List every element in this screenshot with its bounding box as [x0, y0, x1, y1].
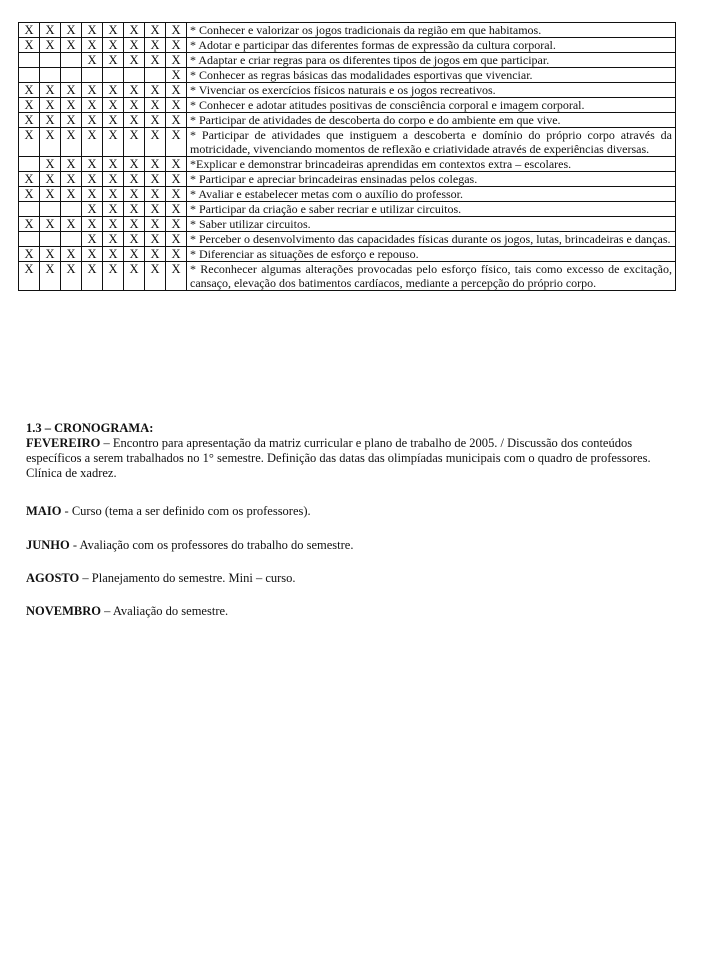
mark-cell: X: [124, 53, 145, 68]
matrix-row: [19, 128, 676, 157]
mark-cell: [19, 232, 40, 247]
mark-cell: X: [103, 157, 124, 172]
objective-text: *Explicar e demonstrar brincadeiras aprendidas em contextos extra – escolares.: [187, 157, 676, 172]
mark-cell: X: [124, 113, 145, 128]
mark-cell: X: [19, 172, 40, 187]
mark-cell: X: [145, 98, 166, 113]
mark-cell: X: [145, 217, 166, 232]
mark-cell: X: [145, 202, 166, 217]
section-heading: 1.3 – CRONOGRAMA:: [26, 421, 154, 435]
mark-cell: X: [166, 128, 187, 157]
mark-cell: X: [103, 53, 124, 68]
mark-cell: [61, 68, 82, 83]
matrix-row: [19, 172, 676, 187]
mark-cell: X: [124, 38, 145, 53]
mark-cell: X: [166, 217, 187, 232]
mark-cell: X: [82, 83, 103, 98]
mark-cell: X: [166, 172, 187, 187]
mark-cell: X: [61, 128, 82, 157]
mark-cell: X: [40, 262, 61, 291]
matrix-row: [19, 38, 676, 53]
mark-cell: X: [124, 187, 145, 202]
mark-cell: [40, 232, 61, 247]
objective-text: * Diferenciar as situações de esforço e repouso.: [187, 247, 676, 262]
objective-text: * Adaptar e criar regras para os diferentes tipos de jogos em que participar.: [187, 53, 676, 68]
mark-cell: X: [82, 98, 103, 113]
mark-cell: X: [166, 83, 187, 98]
mark-cell: [61, 202, 82, 217]
mark-cell: X: [124, 172, 145, 187]
mark-cell: X: [145, 187, 166, 202]
matrix-row: [19, 232, 676, 247]
mark-cell: X: [82, 262, 103, 291]
entry-text: Encontro para apresentação da matriz curricular e plano de trabalho de 2005. / Discussão dos conteúdos específicos a serem trabalhados no 1° semestre. Definição das datas das olimpíadas municipais com o quadro de professores. Clínica de xadrez.: [26, 436, 651, 480]
mark-cell: X: [40, 38, 61, 53]
mark-cell: X: [124, 262, 145, 291]
mark-cell: X: [40, 172, 61, 187]
matrix-row: [19, 53, 676, 68]
mark-cell: X: [40, 83, 61, 98]
mark-cell: X: [40, 157, 61, 172]
mark-cell: X: [166, 68, 187, 83]
mark-cell: X: [124, 202, 145, 217]
matrix-row: [19, 98, 676, 113]
mark-cell: X: [19, 38, 40, 53]
mark-cell: X: [103, 217, 124, 232]
mark-cell: [19, 53, 40, 68]
entry-text: Curso (tema a ser definido com os professores).: [71, 504, 311, 518]
mark-cell: X: [103, 202, 124, 217]
mark-cell: X: [19, 98, 40, 113]
mark-cell: X: [61, 217, 82, 232]
mark-cell: X: [166, 187, 187, 202]
mark-cell: X: [124, 98, 145, 113]
mark-cell: X: [166, 23, 187, 38]
entry-separator: –: [79, 571, 92, 585]
mark-cell: X: [166, 98, 187, 113]
mark-cell: X: [124, 128, 145, 157]
mark-cell: X: [103, 172, 124, 187]
mark-cell: X: [82, 53, 103, 68]
cronograma-entry-junho: [26, 538, 681, 553]
mark-cell: X: [82, 157, 103, 172]
mark-cell: X: [61, 187, 82, 202]
month-label: JUNHO: [26, 538, 70, 552]
mark-cell: X: [82, 202, 103, 217]
cronograma-entry-maio: [26, 504, 681, 519]
mark-cell: X: [145, 53, 166, 68]
mark-cell: X: [166, 262, 187, 291]
mark-cell: X: [82, 23, 103, 38]
matrix-row: [19, 187, 676, 202]
mark-cell: [40, 53, 61, 68]
mark-cell: [61, 53, 82, 68]
matrix-row: [19, 83, 676, 98]
mark-cell: X: [145, 128, 166, 157]
entry-separator: –: [100, 436, 113, 450]
mark-cell: [19, 68, 40, 83]
mark-cell: X: [166, 232, 187, 247]
mark-cell: X: [145, 172, 166, 187]
cronograma-entry-agosto: [26, 571, 681, 586]
entry-text: Avaliação do semestre.: [112, 604, 229, 618]
mark-cell: X: [145, 232, 166, 247]
mark-cell: [40, 68, 61, 83]
mark-cell: X: [166, 113, 187, 128]
mark-cell: X: [61, 38, 82, 53]
mark-cell: [61, 232, 82, 247]
mark-cell: X: [145, 23, 166, 38]
mark-cell: X: [103, 83, 124, 98]
objective-text: * Perceber o desenvolvimento das capacidades físicas durante os jogos, lutas, brincadeiras e danças.: [187, 232, 676, 247]
mark-cell: X: [61, 98, 82, 113]
matrix-row: [19, 202, 676, 217]
mark-cell: X: [124, 217, 145, 232]
entry-separator: -: [61, 504, 72, 518]
objective-text: * Participar e apreciar brincadeiras ensinadas pelos colegas.: [187, 172, 676, 187]
mark-cell: X: [124, 157, 145, 172]
mark-cell: [82, 68, 103, 83]
month-label: NOVEMBRO: [26, 604, 101, 618]
cronograma-heading: [26, 421, 681, 436]
mark-cell: X: [19, 113, 40, 128]
mark-cell: X: [103, 247, 124, 262]
entry-separator: -: [69, 538, 80, 552]
mark-cell: X: [61, 23, 82, 38]
entry-text: Avaliação com os professores do trabalho do semestre.: [79, 538, 354, 552]
mark-cell: X: [166, 202, 187, 217]
mark-cell: X: [103, 262, 124, 291]
mark-cell: X: [103, 232, 124, 247]
mark-cell: X: [103, 128, 124, 157]
mark-cell: X: [103, 113, 124, 128]
objective-text: * Conhecer as regras básicas das modalidades esportivas que vivenciar.: [187, 68, 676, 83]
mark-cell: X: [103, 98, 124, 113]
objective-text: * Avaliar e estabelecer metas com o auxílio do professor.: [187, 187, 676, 202]
objective-text: * Participar de atividades que instiguem a descoberta e domínio do próprio corpo através da motricidade, vivenciando momentos de reflexão e criatividade através de experiências diversas.: [187, 128, 676, 157]
objective-text: * Conhecer e adotar atitudes positivas de consciência corporal e imagem corporal.: [187, 98, 676, 113]
mark-cell: [19, 202, 40, 217]
mark-cell: X: [124, 83, 145, 98]
matrix-row: [19, 68, 676, 83]
mark-cell: X: [82, 172, 103, 187]
mark-cell: X: [61, 262, 82, 291]
mark-cell: X: [40, 98, 61, 113]
mark-cell: [103, 68, 124, 83]
mark-cell: X: [19, 247, 40, 262]
mark-cell: X: [19, 187, 40, 202]
matrix-row: [19, 247, 676, 262]
entry-text: Planejamento do semestre. Mini – curso.: [91, 571, 296, 585]
mark-cell: X: [82, 247, 103, 262]
objective-text: * Adotar e participar das diferentes formas de expressão da cultura corporal.: [187, 38, 676, 53]
mark-cell: X: [40, 128, 61, 157]
mark-cell: [124, 68, 145, 83]
matrix-row: [19, 157, 676, 172]
objectives-matrix-table: [18, 22, 676, 291]
mark-cell: [145, 68, 166, 83]
mark-cell: X: [103, 23, 124, 38]
mark-cell: X: [82, 217, 103, 232]
objective-text: * Participar da criação e saber recriar e utilizar circuitos.: [187, 202, 676, 217]
matrix-row: [19, 217, 676, 232]
mark-cell: X: [166, 247, 187, 262]
mark-cell: X: [103, 187, 124, 202]
mark-cell: X: [40, 113, 61, 128]
mark-cell: X: [124, 232, 145, 247]
mark-cell: X: [145, 262, 166, 291]
mark-cell: X: [40, 247, 61, 262]
mark-cell: X: [19, 262, 40, 291]
mark-cell: X: [166, 38, 187, 53]
mark-cell: X: [40, 187, 61, 202]
mark-cell: X: [82, 187, 103, 202]
objective-text: * Participar de atividades de descoberta do corpo e do ambiente em que vive.: [187, 113, 676, 128]
month-label: AGOSTO: [26, 571, 80, 585]
mark-cell: X: [61, 172, 82, 187]
mark-cell: [19, 157, 40, 172]
mark-cell: X: [61, 83, 82, 98]
mark-cell: X: [40, 23, 61, 38]
mark-cell: X: [145, 113, 166, 128]
cronograma-entry-novembro: [26, 604, 681, 619]
month-label: MAIO: [26, 504, 62, 518]
objective-text: * Vivenciar os exercícios físicos naturais e os jogos recreativos.: [187, 83, 676, 98]
mark-cell: X: [19, 128, 40, 157]
mark-cell: X: [19, 83, 40, 98]
mark-cell: X: [145, 38, 166, 53]
mark-cell: X: [82, 38, 103, 53]
matrix-row: [19, 262, 676, 291]
mark-cell: X: [82, 113, 103, 128]
mark-cell: X: [166, 157, 187, 172]
matrix-body: [19, 23, 676, 291]
mark-cell: X: [19, 23, 40, 38]
mark-cell: X: [61, 113, 82, 128]
objective-text: * Saber utilizar circuitos.: [187, 217, 676, 232]
mark-cell: X: [82, 128, 103, 157]
entry-separator: –: [101, 604, 113, 618]
mark-cell: X: [103, 38, 124, 53]
matrix-row: [19, 113, 676, 128]
mark-cell: X: [19, 217, 40, 232]
mark-cell: X: [82, 232, 103, 247]
mark-cell: X: [166, 53, 187, 68]
mark-cell: X: [124, 23, 145, 38]
cronograma-entry-fevereiro: [26, 436, 681, 481]
mark-cell: X: [145, 157, 166, 172]
mark-cell: X: [40, 217, 61, 232]
matrix-row: [19, 23, 676, 38]
objective-text: * Conhecer e valorizar os jogos tradicionais da região em que habitamos.: [187, 23, 676, 38]
objective-text: * Reconhecer algumas alterações provocadas pelo esforço físico, tais como excesso de excitação, cansaço, elevação dos batimentos cardíacos, mediante a percepção do próprio corpo.: [187, 262, 676, 291]
mark-cell: X: [145, 83, 166, 98]
mark-cell: X: [145, 247, 166, 262]
mark-cell: X: [61, 157, 82, 172]
mark-cell: [40, 202, 61, 217]
mark-cell: X: [124, 247, 145, 262]
month-label: FEVEREIRO: [26, 436, 101, 450]
mark-cell: X: [61, 247, 82, 262]
